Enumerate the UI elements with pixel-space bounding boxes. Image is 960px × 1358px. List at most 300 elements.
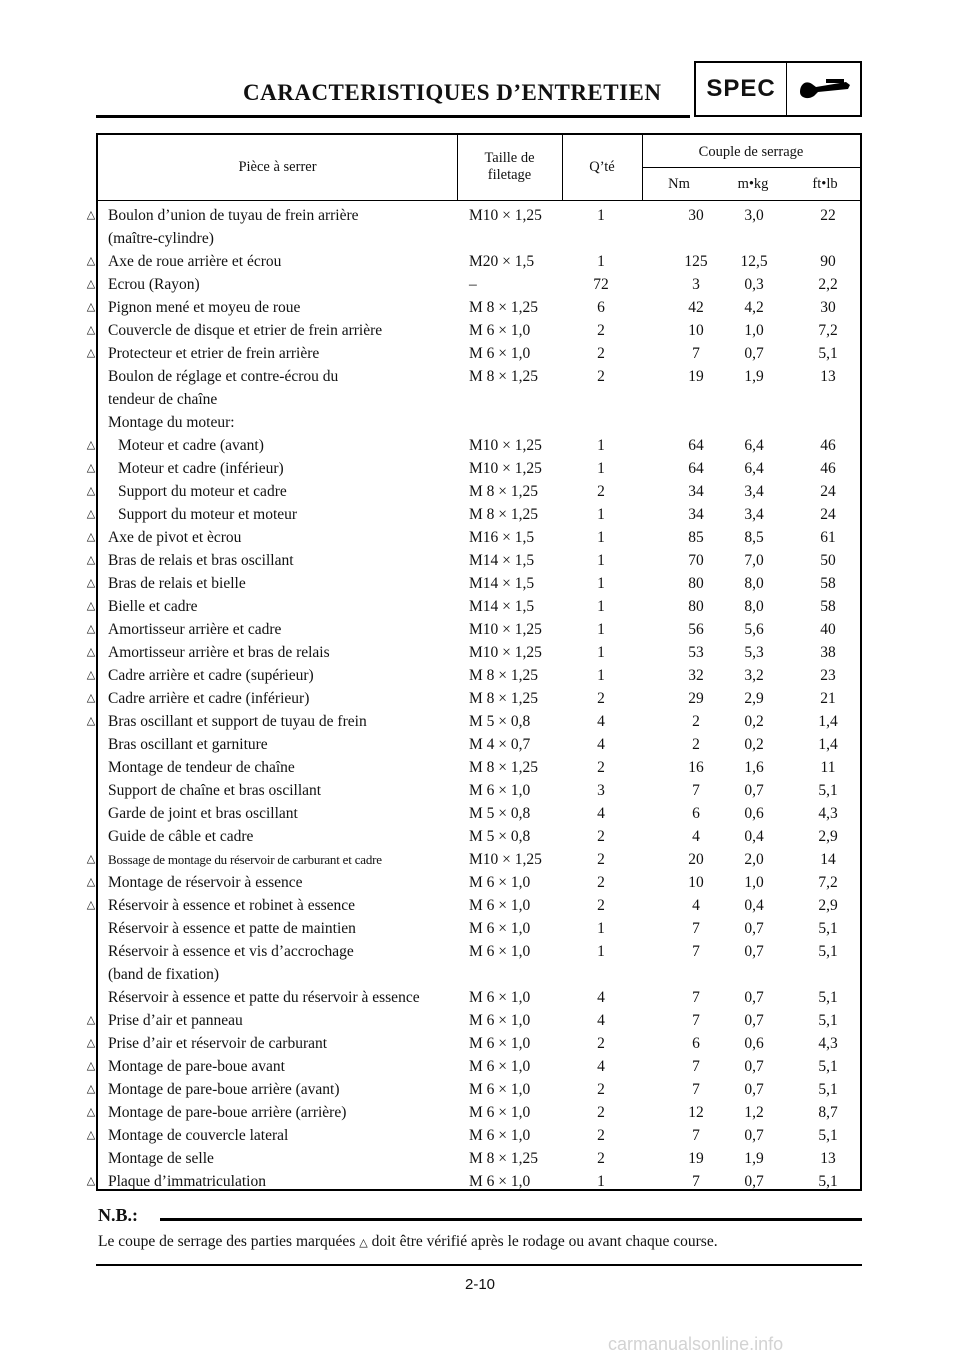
table-row xyxy=(86,526,860,549)
ftlb-cell: 5,1 xyxy=(818,1012,838,1029)
part-name-cell: Cadre arrière et cadre (supérieur) xyxy=(108,667,314,684)
mkg-cell: 0,4 xyxy=(744,897,764,914)
nm-cell: 2 xyxy=(692,736,700,753)
ftlb-cell: 5,1 xyxy=(818,782,838,799)
part-name-cell: Réservoir à essence et robinet à essence xyxy=(108,897,356,914)
nm-cell: 2 xyxy=(692,713,700,730)
header-nm: Nm xyxy=(668,176,690,192)
nm-cell: 6 xyxy=(692,805,700,822)
qty-cell: 2 xyxy=(597,690,605,707)
ftlb-cell: 8,7 xyxy=(818,1104,838,1121)
table-row xyxy=(98,733,860,756)
part-name-cell: Axe de roue arrière et écrou xyxy=(108,253,282,270)
ftlb-cell: 4,3 xyxy=(818,805,838,822)
thread-cell: M 6 × 1,0 xyxy=(469,345,531,362)
table-row xyxy=(86,250,860,273)
header-ftlb: ft•lb xyxy=(812,176,838,192)
qty-cell: 1 xyxy=(597,207,605,224)
qty-cell: 1 xyxy=(597,644,605,661)
qty-cell: 2 xyxy=(597,851,605,868)
part-name-cell: Bras de relais et bielle xyxy=(108,575,246,592)
table-row xyxy=(98,779,860,802)
nm-cell: 16 xyxy=(688,759,704,776)
ftlb-cell: 40 xyxy=(820,621,836,638)
ftlb-cell: 13 xyxy=(820,368,836,385)
spec-label: SPEC xyxy=(696,63,787,115)
header-mkg: m•kg xyxy=(737,176,769,192)
note-label: N.B.: xyxy=(98,1205,138,1225)
triangle-icon: △ xyxy=(86,646,96,658)
triangle-icon: △ xyxy=(86,1083,96,1095)
thread-cell: M10 × 1,25 xyxy=(469,460,542,477)
ftlb-cell: 46 xyxy=(820,460,836,477)
thread-cell: M 8 × 1,25 xyxy=(469,506,539,523)
table-row xyxy=(86,549,860,572)
thread-cell: M 6 × 1,0 xyxy=(469,1081,531,1098)
triangle-icon: △ xyxy=(86,715,96,727)
mkg-cell: 0,6 xyxy=(744,805,764,822)
part-name-cell: Support de chaîne et bras oscillant xyxy=(108,782,322,799)
nm-cell: 19 xyxy=(688,1150,704,1167)
table-row xyxy=(86,457,860,480)
triangle-icon: △ xyxy=(86,531,96,543)
qty-cell: 1 xyxy=(597,943,605,960)
note-text xyxy=(98,1233,718,1251)
part-name-cell: Montage de pare-boue arrière (avant) xyxy=(108,1081,340,1098)
page-title: CARACTERISTIQUES D’ENTRETIEN xyxy=(243,80,662,105)
thread-cell: M 6 × 1,0 xyxy=(469,874,531,891)
qty-cell: 1 xyxy=(597,598,605,615)
thread-cell: M 6 × 1,0 xyxy=(469,1127,531,1144)
nm-cell: 7 xyxy=(692,345,700,362)
thread-cell: M10 × 1,25 xyxy=(469,207,542,224)
table-row xyxy=(98,388,860,411)
mkg-cell: 0,7 xyxy=(744,920,764,937)
thread-cell: M 8 × 1,25 xyxy=(469,667,539,684)
qty-cell: 4 xyxy=(597,805,605,822)
table-row xyxy=(86,204,860,227)
part-name-cell: Prise d’air et réservoir de carburant xyxy=(108,1035,328,1052)
triangle-icon: △ xyxy=(86,600,96,612)
thread-cell: M 8 × 1,25 xyxy=(469,1150,539,1167)
table-row xyxy=(98,917,860,940)
mkg-cell: 4,2 xyxy=(744,299,764,316)
table-row xyxy=(86,664,860,687)
triangle-icon: △ xyxy=(86,1014,96,1026)
part-name-cell: Guide de câble et cadre xyxy=(108,828,254,845)
triangle-icon: △ xyxy=(86,209,96,221)
mkg-cell: 0,7 xyxy=(744,782,764,799)
part-name-cell: Bras oscillant et garniture xyxy=(108,736,268,753)
qty-cell: 3 xyxy=(597,782,605,799)
table-row xyxy=(98,227,860,250)
thread-cell: M 8 × 1,25 xyxy=(469,368,539,385)
part-name-cell: Réservoir à essence et patte de maintien xyxy=(108,920,356,937)
qty-cell: 4 xyxy=(597,736,605,753)
thread-cell: M 6 × 1,0 xyxy=(469,322,531,339)
part-name-cell: Boulon d’union de tuyau de frein arrière xyxy=(108,207,359,224)
thread-cell: M 8 × 1,25 xyxy=(469,299,539,316)
nm-cell: 34 xyxy=(688,506,704,523)
nm-cell: 56 xyxy=(688,621,704,638)
wrench-icon xyxy=(787,63,860,115)
mkg-cell: 1,0 xyxy=(744,322,764,339)
mkg-cell: 0,6 xyxy=(744,1035,764,1052)
part-name-cell: (maître-cylindre) xyxy=(108,230,214,247)
ftlb-cell: 2,9 xyxy=(818,828,838,845)
thread-cell: M14 × 1,5 xyxy=(469,552,535,569)
nm-cell: 3 xyxy=(692,276,700,293)
qty-cell: 2 xyxy=(597,1035,605,1052)
part-name-cell: Montage de pare-boue arrière (arrière) xyxy=(108,1104,347,1121)
nm-cell: 7 xyxy=(692,782,700,799)
nm-cell: 29 xyxy=(688,690,704,707)
table-header xyxy=(98,135,860,201)
table-row xyxy=(98,825,860,848)
ftlb-cell: 5,1 xyxy=(818,345,838,362)
thread-cell: M 6 × 1,0 xyxy=(469,1012,531,1029)
qty-cell: 1 xyxy=(597,1173,605,1190)
thread-cell: M 6 × 1,0 xyxy=(469,943,531,960)
header-thread xyxy=(457,150,562,184)
thread-cell: M 6 × 1,0 xyxy=(469,989,531,1006)
header-thread-line1: Taille de xyxy=(484,150,535,166)
ftlb-cell: 21 xyxy=(820,690,836,707)
qty-cell: 2 xyxy=(597,322,605,339)
table-row xyxy=(86,480,860,503)
mkg-cell: 8,0 xyxy=(744,598,764,615)
nm-cell: 32 xyxy=(688,667,704,684)
mkg-cell: 12,5 xyxy=(740,253,768,270)
table-row xyxy=(86,273,860,296)
mkg-cell: 6,4 xyxy=(744,437,764,454)
nm-cell: 7 xyxy=(692,1127,700,1144)
thread-cell: M 6 × 1,0 xyxy=(469,897,531,914)
thread-cell: M 6 × 1,0 xyxy=(469,920,531,937)
note-text-after: doit être vérifié après le rodage ou avant chaque course. xyxy=(371,1233,718,1250)
table-row xyxy=(98,802,860,825)
qty-cell: 2 xyxy=(597,759,605,776)
table-row xyxy=(86,687,860,710)
thread-cell: M14 × 1,5 xyxy=(469,598,535,615)
part-name-cell: Réservoir à essence et patte du réservoir à essence xyxy=(108,989,420,1006)
part-name-cell: Montage du moteur: xyxy=(108,414,235,431)
triangle-icon: △ xyxy=(86,439,96,451)
part-name-cell: Amortisseur arrière et bras de relais xyxy=(108,644,330,661)
nm-cell: 12 xyxy=(688,1104,704,1121)
triangle-icon: △ xyxy=(86,508,96,520)
table-row xyxy=(86,618,860,641)
ftlb-cell: 58 xyxy=(820,575,836,592)
triangle-icon: △ xyxy=(86,1129,96,1141)
mkg-cell: 0,2 xyxy=(744,736,764,753)
triangle-icon: △ xyxy=(86,324,96,336)
ftlb-cell: 4,3 xyxy=(818,1035,838,1052)
table-row xyxy=(86,1124,860,1147)
thread-cell: M10 × 1,25 xyxy=(469,851,542,868)
nm-cell: 7 xyxy=(692,1081,700,1098)
nm-cell: 34 xyxy=(688,483,704,500)
thread-cell: M 8 × 1,25 xyxy=(469,690,539,707)
thread-cell: M 6 × 1,0 xyxy=(469,1104,531,1121)
ftlb-cell: 5,1 xyxy=(818,1173,838,1190)
ftlb-cell: 1,4 xyxy=(818,736,838,753)
table-row xyxy=(86,871,860,894)
ftlb-cell: 7,2 xyxy=(818,322,838,339)
nm-cell: 20 xyxy=(688,851,704,868)
qty-cell: 2 xyxy=(597,874,605,891)
table-row xyxy=(86,710,860,733)
thread-cell: – xyxy=(469,276,477,293)
triangle-icon: △ xyxy=(86,462,96,474)
table-body xyxy=(86,204,860,1193)
mkg-cell: 0,7 xyxy=(744,1058,764,1075)
table-row xyxy=(98,986,860,1009)
thread-cell: M 8 × 1,25 xyxy=(469,483,539,500)
nm-cell: 70 xyxy=(688,552,704,569)
nm-cell: 7 xyxy=(692,1058,700,1075)
ftlb-cell: 61 xyxy=(820,529,836,546)
nm-cell: 80 xyxy=(688,575,704,592)
part-name-cell: Couvercle de disque et etrier de frein arrière xyxy=(108,322,383,339)
table-row xyxy=(86,342,860,365)
header-divider xyxy=(642,167,860,168)
header-thread-line2: filetage xyxy=(487,167,532,183)
thread-cell: M 6 × 1,0 xyxy=(469,1058,531,1075)
mkg-cell: 3,4 xyxy=(744,483,764,500)
header-qty: Q’té xyxy=(589,159,615,175)
ftlb-cell: 1,4 xyxy=(818,713,838,730)
header-rule xyxy=(96,115,690,118)
qty-cell: 72 xyxy=(593,276,609,293)
table-row xyxy=(86,1009,860,1032)
part-name-cell: Montage de selle xyxy=(108,1150,214,1167)
nm-cell: 85 xyxy=(688,529,704,546)
nm-cell: 7 xyxy=(692,920,700,937)
mkg-cell: 0,2 xyxy=(744,713,764,730)
thread-cell: M 5 × 0,8 xyxy=(469,713,531,730)
mkg-cell: 7,0 xyxy=(744,552,764,569)
qty-cell: 2 xyxy=(597,483,605,500)
mkg-cell: 0,7 xyxy=(744,1081,764,1098)
part-name-cell: Support du moteur et cadre xyxy=(118,483,287,500)
qty-cell: 1 xyxy=(597,575,605,592)
table-row xyxy=(98,1147,860,1170)
ftlb-cell: 7,2 xyxy=(818,874,838,891)
qty-cell: 4 xyxy=(597,1012,605,1029)
triangle-icon: △ xyxy=(86,577,96,589)
nm-cell: 4 xyxy=(692,828,700,845)
thread-cell: M 6 × 1,0 xyxy=(469,1035,531,1052)
table-row xyxy=(86,1078,860,1101)
qty-cell: 1 xyxy=(597,667,605,684)
triangle-icon: △ xyxy=(86,255,96,267)
nm-cell: 30 xyxy=(688,207,704,224)
thread-cell: M 5 × 0,8 xyxy=(469,828,531,845)
nm-cell: 19 xyxy=(688,368,704,385)
triangle-icon: △ xyxy=(359,1237,368,1249)
ftlb-cell: 22 xyxy=(820,207,836,224)
part-name-cell: Bielle et cadre xyxy=(108,598,198,615)
part-name-cell: Axe de pivot et ècrou xyxy=(108,529,242,546)
ftlb-cell: 24 xyxy=(820,506,836,523)
header-divider xyxy=(562,135,563,200)
ftlb-cell: 50 xyxy=(820,552,836,569)
spec-badge xyxy=(694,61,862,117)
qty-cell: 2 xyxy=(597,345,605,362)
nm-cell: 4 xyxy=(692,897,700,914)
qty-cell: 2 xyxy=(597,368,605,385)
mkg-cell: 5,6 xyxy=(744,621,764,638)
table-row xyxy=(98,411,860,434)
ftlb-cell: 46 xyxy=(820,437,836,454)
ftlb-cell: 5,1 xyxy=(818,1058,838,1075)
qty-cell: 4 xyxy=(597,1058,605,1075)
ftlb-cell: 2,9 xyxy=(818,897,838,914)
qty-cell: 1 xyxy=(597,529,605,546)
header-torque: Couple de serrage xyxy=(698,144,804,160)
table-row xyxy=(86,641,860,664)
table-row xyxy=(98,963,860,986)
part-name-cell: Montage de tendeur de chaîne xyxy=(108,759,295,776)
table-row xyxy=(98,756,860,779)
mkg-cell: 0,3 xyxy=(744,276,764,293)
table-row xyxy=(86,894,860,917)
nm-cell: 64 xyxy=(688,437,704,454)
mkg-cell: 3,0 xyxy=(744,207,764,224)
mkg-cell: 5,3 xyxy=(744,644,764,661)
triangle-icon: △ xyxy=(86,278,96,290)
thread-cell: M 4 × 0,7 xyxy=(469,736,531,753)
ftlb-cell: 2,2 xyxy=(818,276,838,293)
part-name-cell: Montage de couvercle lateral xyxy=(108,1127,289,1144)
thread-cell: M14 × 1,5 xyxy=(469,575,535,592)
ftlb-cell: 5,1 xyxy=(818,1127,838,1144)
note-rule xyxy=(160,1218,862,1221)
mkg-cell: 0,7 xyxy=(744,1173,764,1190)
table-row xyxy=(98,940,860,963)
qty-cell: 1 xyxy=(597,621,605,638)
ftlb-cell: 38 xyxy=(820,644,836,661)
table-row xyxy=(86,1101,860,1124)
thread-cell: M10 × 1,25 xyxy=(469,437,542,454)
part-name-cell: tendeur de chaîne xyxy=(108,391,218,408)
table-row xyxy=(86,1170,860,1193)
nm-cell: 7 xyxy=(692,1173,700,1190)
nm-cell: 6 xyxy=(692,1035,700,1052)
torque-table xyxy=(86,133,862,1191)
mkg-cell: 3,4 xyxy=(744,506,764,523)
ftlb-cell: 14 xyxy=(820,851,836,868)
mkg-cell: 2,9 xyxy=(744,690,764,707)
qty-cell: 2 xyxy=(597,1150,605,1167)
nm-cell: 42 xyxy=(688,299,704,316)
mkg-cell: 0,7 xyxy=(744,1127,764,1144)
triangle-icon: △ xyxy=(86,347,96,359)
part-name-cell: Garde de joint et bras oscillant xyxy=(108,805,298,822)
qty-cell: 1 xyxy=(597,552,605,569)
triangle-icon: △ xyxy=(86,853,96,865)
table-row xyxy=(98,365,860,388)
part-name-cell: Pignon mené et moyeu de roue xyxy=(108,299,301,316)
part-name-cell: Réservoir à essence et vis d’accrochage xyxy=(108,943,354,960)
table-row xyxy=(86,595,860,618)
table-row xyxy=(86,1055,860,1078)
nm-cell: 64 xyxy=(688,460,704,477)
header-divider xyxy=(457,135,458,200)
part-name-cell: Prise d’air et panneau xyxy=(108,1012,243,1029)
triangle-icon: △ xyxy=(86,623,96,635)
part-name-cell: Protecteur et etrier de frein arrière xyxy=(108,345,320,362)
thread-cell: M 8 × 1,25 xyxy=(469,759,539,776)
ftlb-cell: 24 xyxy=(820,483,836,500)
part-name-cell: Boulon de réglage et contre-écrou du xyxy=(108,368,339,385)
mkg-cell: 1,9 xyxy=(744,1150,764,1167)
table-row xyxy=(86,572,860,595)
thread-cell: M16 × 1,5 xyxy=(469,529,535,546)
part-name-cell: Montage de pare-boue avant xyxy=(108,1058,285,1075)
triangle-icon: △ xyxy=(86,876,96,888)
part-name-cell: Moteur et cadre (inférieur) xyxy=(118,460,284,477)
mkg-cell: 0,7 xyxy=(744,989,764,1006)
mkg-cell: 0,7 xyxy=(744,345,764,362)
triangle-icon: △ xyxy=(86,1106,96,1118)
mkg-cell: 1,9 xyxy=(744,368,764,385)
ftlb-cell: 90 xyxy=(820,253,836,270)
table-row xyxy=(86,503,860,526)
nm-cell: 10 xyxy=(688,322,704,339)
triangle-icon: △ xyxy=(86,1175,96,1187)
qty-cell: 2 xyxy=(597,897,605,914)
part-name-cell: Plaque d’immatriculation xyxy=(108,1173,266,1190)
part-name-cell: Bras de relais et bras oscillant xyxy=(108,552,294,569)
nm-cell: 80 xyxy=(688,598,704,615)
mkg-cell: 0,7 xyxy=(744,1012,764,1029)
thread-cell: M20 × 1,5 xyxy=(469,253,535,270)
page-number: 2-10 xyxy=(464,1276,496,1293)
table-row xyxy=(86,434,860,457)
thread-cell: M 6 × 1,0 xyxy=(469,782,531,799)
thread-cell: M 6 × 1,0 xyxy=(469,1173,531,1190)
part-name-cell: Moteur et cadre (avant) xyxy=(118,437,264,454)
footer-rule xyxy=(96,1264,862,1266)
mkg-cell: 1,6 xyxy=(744,759,764,776)
qty-cell: 6 xyxy=(597,299,605,316)
triangle-icon: △ xyxy=(86,301,96,313)
note-text-before: Le coupe de serrage des parties marquées xyxy=(98,1233,356,1250)
mkg-cell: 2,0 xyxy=(744,851,764,868)
qty-cell: 1 xyxy=(597,437,605,454)
mkg-cell: 6,4 xyxy=(744,460,764,477)
ftlb-cell: 5,1 xyxy=(818,989,838,1006)
nm-cell: 125 xyxy=(684,253,708,270)
table-row xyxy=(86,1032,860,1055)
part-name-cell: Montage de réservoir à essence xyxy=(108,874,303,891)
ftlb-cell: 5,1 xyxy=(818,943,838,960)
part-name-cell: Bossage de montage du réservoir de carburant et cadre xyxy=(108,852,382,867)
watermark: carmanualsonline.info xyxy=(608,1334,784,1354)
part-name-cell: Amortisseur arrière et cadre xyxy=(108,621,282,638)
qty-cell: 1 xyxy=(597,460,605,477)
ftlb-cell: 13 xyxy=(820,1150,836,1167)
header-part: Pièce à serrer xyxy=(238,159,317,175)
mkg-cell: 0,7 xyxy=(744,943,764,960)
part-name-cell: Bras oscillant et support de tuyau de frein xyxy=(108,713,367,730)
thread-cell: M 5 × 0,8 xyxy=(469,805,531,822)
nm-cell: 10 xyxy=(688,874,704,891)
nm-cell: 53 xyxy=(688,644,704,661)
qty-cell: 2 xyxy=(597,1104,605,1121)
